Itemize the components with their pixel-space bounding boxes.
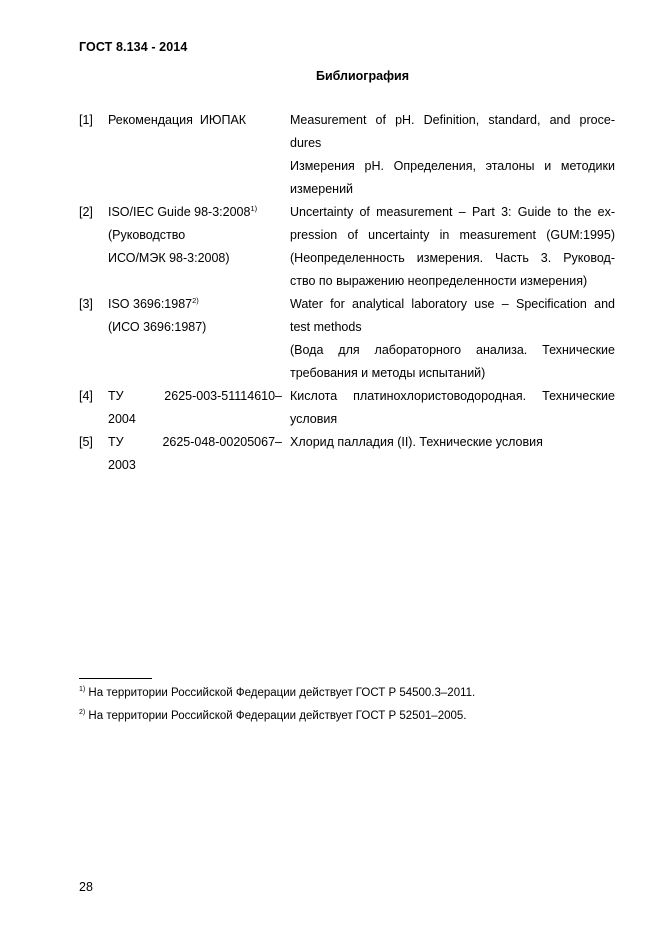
entry-document xyxy=(108,385,282,431)
entry-document xyxy=(108,293,282,339)
entry-number: [3] xyxy=(79,297,93,311)
entry-document-year: 2003 xyxy=(108,458,136,472)
entry-document-line xyxy=(108,385,282,408)
entry-description-line: pression of uncertainty in measurement (GUM:1995) xyxy=(290,228,615,242)
entry-number: [5] xyxy=(79,435,93,449)
entry-description-line: test methods xyxy=(290,320,362,334)
entry-description xyxy=(290,385,615,431)
entry-number: [2] xyxy=(79,205,93,219)
entry-description-line: dures xyxy=(290,136,322,150)
entry-document-line: (Руководство xyxy=(108,228,186,242)
entry-description-line: ство по выражению неопределенности измерения) xyxy=(290,274,588,288)
entry-document-year: 2004 xyxy=(108,412,136,426)
entry-description xyxy=(290,109,615,201)
entry-document-code: ISO 3696:1987 xyxy=(108,297,193,311)
entry-description-line: Measurement of pH. Definition, standard, and proce- xyxy=(290,113,615,127)
bibliography-title: Библиография xyxy=(315,69,410,83)
entry-document-type: ТУ xyxy=(108,435,124,449)
footnote-mark: 1) xyxy=(79,686,86,694)
entry-document xyxy=(108,431,282,477)
page-number: 28 xyxy=(79,880,93,894)
entry-number: [4] xyxy=(79,389,93,403)
entry-description-line: измерений xyxy=(290,182,354,196)
entry-description-line: условия xyxy=(290,412,338,426)
entry-document-line: ИСО/МЭК 98-3:2008) xyxy=(108,251,230,265)
entry-description-line: Water for analytical laboratory use – Specification and xyxy=(290,297,615,311)
entry-description-line: Хлорид палладия (II). Технические условия xyxy=(290,435,543,449)
entry-document-line: (ИСО 3696:1987) xyxy=(108,320,207,334)
footnote-text: На территории Российской Федерации действует ГОСТ Р 54500.3–2011. xyxy=(85,687,476,699)
entry-document-line: Рекомендация ИЮПАК xyxy=(108,113,247,127)
footnote-mark: 2) xyxy=(79,709,86,717)
footnote-2 xyxy=(79,709,466,724)
footnote-text: На территории Российской Федерации действует ГОСТ Р 52501–2005. xyxy=(85,710,467,722)
entry-description xyxy=(290,293,615,385)
entry-description-line: Uncertainty of measurement – Part 3: Guide to the ex- xyxy=(290,205,615,219)
entry-document-code: 2625-003-51114610– xyxy=(164,389,282,403)
footnote-reference: 2) xyxy=(192,295,199,305)
entry-description-line: (Вода для лабораторного анализа. Технические xyxy=(290,343,615,357)
entry-document-line xyxy=(108,293,282,316)
entry-description-line: Кислота платинохлористоводородная. Технические xyxy=(290,389,615,403)
entry-document-type: ТУ xyxy=(108,389,124,403)
entry-document xyxy=(108,201,282,270)
entry-document-line xyxy=(108,431,282,454)
entry-description xyxy=(290,201,615,293)
entry-document xyxy=(108,109,282,132)
footnote-reference: 1) xyxy=(250,203,258,213)
entry-number: [1] xyxy=(79,113,93,127)
entry-document-line xyxy=(108,201,282,224)
entry-description xyxy=(290,431,615,454)
entry-description-line: (Неопределенность измерения. Часть 3. Руковод- xyxy=(290,251,615,265)
entry-description-line: Измерения pH. Определения, эталоны и методики xyxy=(290,159,615,173)
footnote-1 xyxy=(79,686,475,701)
document-header: ГОСТ 8.134 - 2014 xyxy=(79,40,188,54)
entry-document-code: 2625-048-00205067– xyxy=(162,435,282,449)
entry-document-code: ISO/IEC Guide 98-3:2008 xyxy=(108,205,251,219)
entry-description-line: требования и методы испытаний) xyxy=(290,366,486,380)
footnote-separator xyxy=(79,678,152,679)
